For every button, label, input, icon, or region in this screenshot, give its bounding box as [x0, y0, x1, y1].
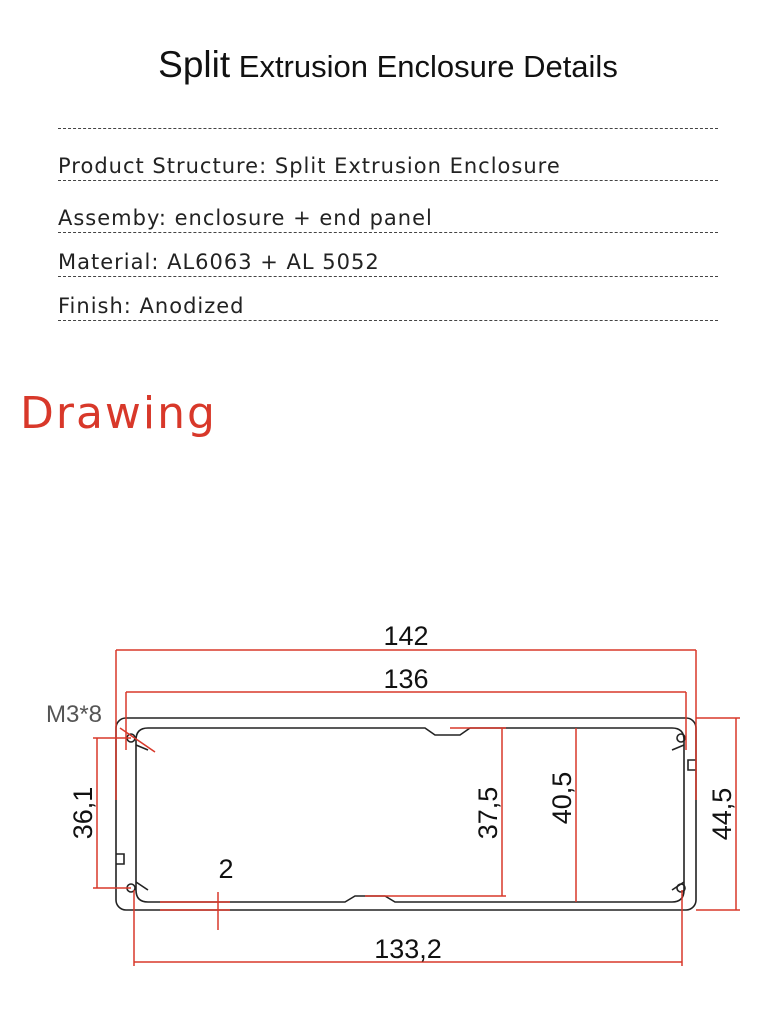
dim-label-screw: M3*8 — [45, 701, 103, 728]
dim-label-133: 133,2 — [374, 934, 442, 964]
spec-row-material — [58, 248, 718, 277]
spec-label: Assemby: — [58, 206, 167, 230]
enclosure-drawing — [0, 600, 776, 980]
spec-value: enclosure + end panel — [174, 206, 433, 230]
spec-label: Material: — [58, 250, 160, 274]
spec-list — [58, 128, 718, 318]
dim-label-wall: 2 — [218, 854, 234, 884]
enclosure-profile — [116, 718, 696, 910]
dim-label-44: 44,5 — [707, 787, 737, 841]
spec-row-structure — [58, 152, 718, 181]
dim-label-136: 136 — [383, 664, 429, 694]
slot-right — [688, 760, 696, 770]
page-title — [0, 44, 776, 86]
dim-label-40: 40,5 — [547, 771, 577, 825]
slot-left — [116, 854, 124, 864]
spec-value: Split Extrusion Enclosure — [274, 154, 561, 178]
spec-value: AL6063 + AL 5052 — [167, 250, 380, 274]
spec-label: Finish: — [58, 294, 132, 318]
outer-outline — [116, 718, 696, 910]
dim-label-36: 36,1 — [68, 786, 98, 840]
spec-top-divider — [58, 128, 718, 129]
dim-label-142: 142 — [383, 621, 429, 651]
spec-label: Product Structure: — [58, 154, 268, 178]
drawing-heading: Drawing — [20, 388, 217, 439]
dim-label-37: 37,5 — [473, 786, 503, 840]
spec-row-finish — [58, 292, 718, 321]
dimension-lines — [93, 650, 740, 966]
page-title-rest: Extrusion Enclosure Details — [238, 49, 618, 84]
page-title-main: Split — [158, 44, 231, 85]
spec-row-assembly — [58, 204, 718, 233]
spec-value: Anodized — [139, 294, 245, 318]
